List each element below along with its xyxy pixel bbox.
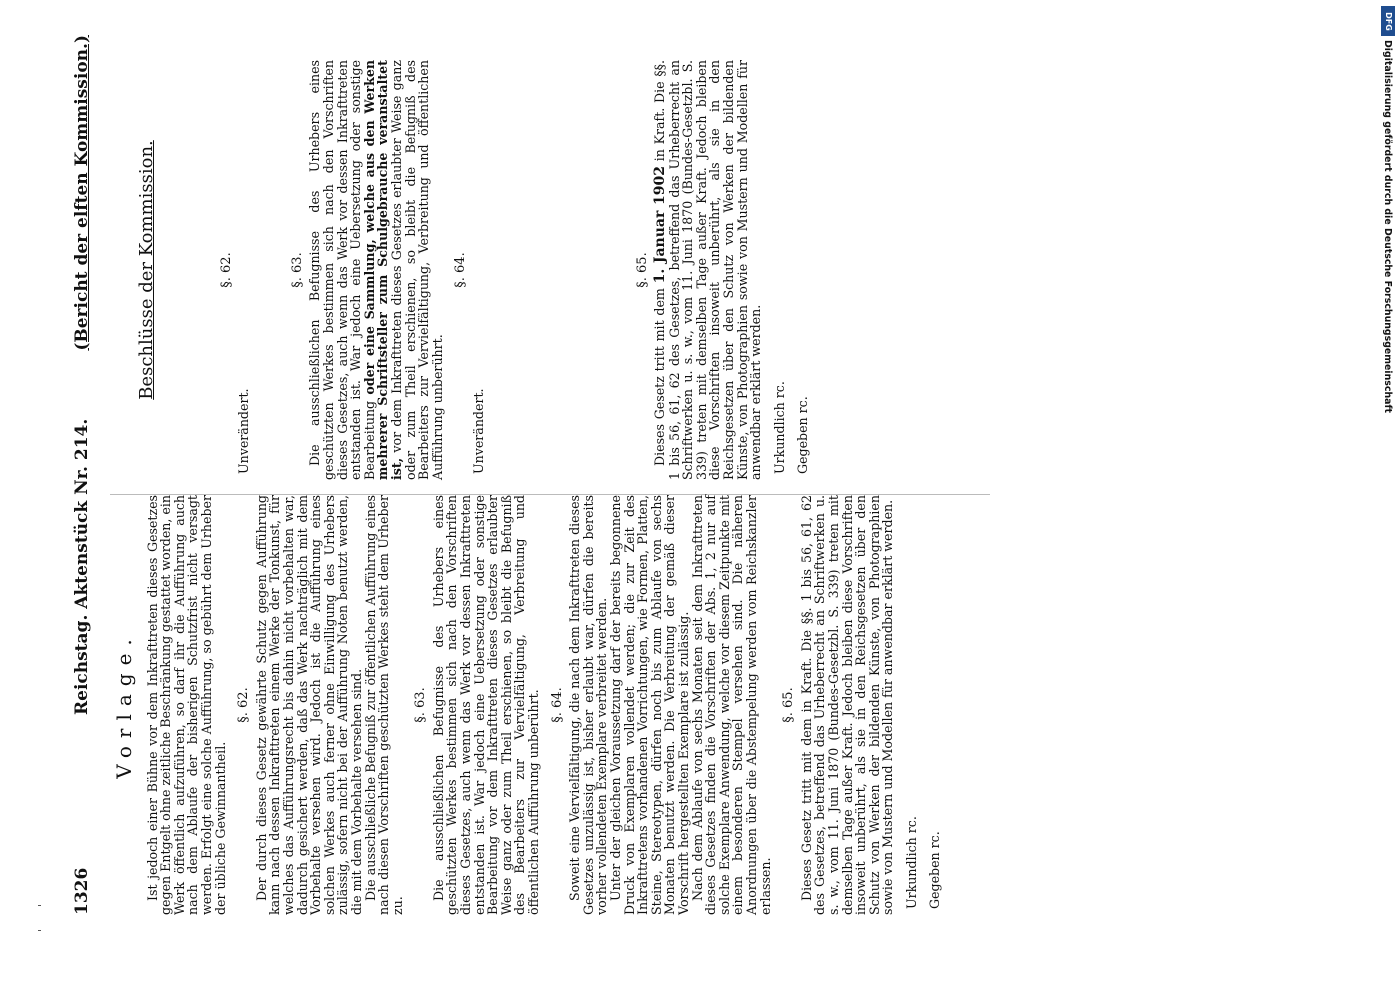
- section-64-para-1: Soweit eine Vervielfältigung, die nach dem Inkrafttreten dieses Gesetzes unzulässig ist, bisher erlaubt war, dürfen die bereits vorher vollendeten Exemplare verbreitet werden.: [567, 495, 610, 915]
- signature-line-2: Gegeben rc.: [927, 831, 943, 909]
- section-63-para-1: [308, 60, 444, 480]
- section-65-para-1: Dieses Gesetz tritt mit dem in Kraft. Die §§. 1 bis 56, 61, 62 des Gesetzes, betreffend das Urheberrecht an Schriftwerken u. s. w., vom 11. Juni 1870 (Bundes-Gesetzbl. S. 339) treten mit demselben Tage außer Kraft. Jedoch bleiben diese Vorschriften insoweit unberührt, als sie in den Reichsgesetzen über den Schutz von Werken der bildenden Künste, von Photographien sowie von Mustern und Modellen für anwendbar erklärt werden.: [798, 495, 896, 915]
- section-64-heading: §. 64.: [453, 252, 469, 288]
- section-63-amendment: oder eine Sammlung, welche aus den Werken mehrerer Schriftsteller zum Schulgebrauche veranstaltet ist,: [361, 60, 404, 480]
- document-title: Reichstag. Aktenstück Nr. 214.: [72, 418, 92, 715]
- section-64-heading: §. 64.: [549, 687, 565, 723]
- section-63-para-1: Die ausschließlichen Befugnisse des Urhebers eines geschützten Werkes bestimmen sich nach den Vorschriften dieses Gesetzes, auch wenn das Werk vor dessen Inkrafttreten entstanden ist. War jedoch eine Uebersetzung oder sonstige Bearbeitung vor dem Inkrafttreten dieses Gesetzes erlaubter Weise ganz oder zum Theil erschienen, so bleibt die Befugniß des Bearbeiters zur Vervielfältigung, Verbreitung und öffentlichen Aufführung unberührt.: [430, 495, 542, 915]
- report-title: (Bericht der elften Kommission.): [72, 35, 92, 351]
- column-vorlage: [110, 495, 942, 915]
- page-number: 1326: [72, 867, 92, 915]
- column-beschluesse: [110, 60, 810, 480]
- section-65-date: 1. Januar 1902: [652, 166, 669, 284]
- section-64-para-2: Unter der gleichen Voraussetzung darf der bereits begonnene Druck von Exemplaren vollendet werden; die zur Zeit des Inkrafttretens vorhandenen Vorrichtungen, wie Formen, Platten, Steine, Stereotypen, dürfen noch bis zum Ablaufe von sechs Monaten benutzt werden. Die Verbreitung der gemäß dieser Vorschrift hergestellten Exemplare ist zulässig.: [608, 495, 691, 915]
- column-title-right: Beschlüsse der Kommission.: [136, 140, 157, 400]
- intro-paragraph: Ist jedoch einer Bühne vor dem Inkrafttreten dieses Gesetzes gegen Entgelt ohne zeitliche Beschränkung gestattet worden, ein Werk öffentlich aufzuführen, so darf ihr die Aufführung auch nach dem Ablaufe der bisherigen Schutzfrist nicht versagt werden. Erfolgt eine solche Aufführung, so gebührt dem Urheber der übliche Gewinnantheil.: [144, 495, 228, 915]
- section-63-text-c: vor dem Inkrafttreten dieses Gesetzes erlaubter Weise ganz oder zum Theil erschienen, so bleibt die Befugniß des Bearbeiters zur Vervielfältigung, Verbreitung und öffentlichen Aufführung unberührt.: [388, 60, 445, 480]
- page-header: [72, 35, 98, 915]
- digitisation-strip: [1379, 0, 1397, 1000]
- section-62-para-1: Der durch dieses Gesetz gewährte Schutz gegen Aufführung kann nach dessen Inkrafttreten einem Werke der Tonkunst, für welches das Aufführungsrecht bis dahin nicht vorbehalten war, dadurch gesichert werden, daß das Werk nachträglich mit dem Vorbehalte versehen wird. Jedoch ist die Aufführung eines solchen Werkes auch ferner ohne Einwilligung des Urhebers zulässig, sofern nicht bei der Aufführung Noten benutzt werden, die mit dem Vorbehalte versehen sind.: [253, 495, 364, 915]
- digitisation-credit: Digitalisierung gefördert durch die Deutsche Forschungsgemeinschaft: [1382, 40, 1393, 414]
- dfg-logo: DFG: [1381, 6, 1395, 36]
- section-62-para-2: Die ausschließliche Befugniß zur öffentlichen Aufführung eines nach diesen Vorschriften geschützten Werkes steht dem Urheber zu.: [362, 495, 405, 915]
- signature-line-1: Urkundlich rc.: [771, 381, 787, 474]
- section-65-text-a: Dieses Gesetz tritt mit dem: [652, 288, 668, 466]
- section-63-text-a: Die ausschließlichen Befugnisse des Urhebers eines geschützten Werkes bestimmen sich nach den Vorschriften dieses Gesetzes, auch wenn das Werk vor dessen Inkrafttreten entstanden ist. War jedoch eine Uebersetzung oder sonstige Bearbeitung: [307, 60, 377, 480]
- section-65-text-c: in Kraft. Die §§. 1 bis 56, 61, 62 des Gesetzes, betreffend das Urheberrecht an Schriftwerken u. s. w., vom 11. Juni 1870 (Bundes-Gesetzbl. S. 339) treten mit demselben Tage außer Kraft. Jedoch bleiben diese Vorschriften insoweit unberührt, als sie in den Reichsgesetzen über den Schutz von Werken der bildenden Künste, von Photographien sowie von Mustern und Modellen für anwendbar erklärt werden.: [652, 60, 764, 480]
- section-63-heading: §. 63.: [413, 687, 429, 723]
- signature-line-2: Gegeben rc.: [795, 396, 811, 474]
- section-63-heading: §. 63.: [289, 252, 305, 288]
- section-62-heading: §. 62.: [236, 687, 252, 723]
- section-62-unchanged: Unverändert.: [236, 388, 252, 474]
- section-62-heading: §. 62.: [218, 252, 234, 288]
- section-64-para-3: Nach dem Ablaufe von sechs Monaten seit dem Inkrafttreten dieses Gesetzes finden die Vorschriften der Abs. 1, 2 nur auf solche Exemplare Anwendung, welche vor diesem Zeitpunkte mit einem besonderen Stempel versehen sind. Die näheren Anordnungen über die Abstempelung werden vom Reichskanzler erlassen.: [689, 495, 773, 915]
- section-65-heading: §. 65.: [634, 252, 650, 288]
- section-65-heading: §. 65.: [781, 687, 797, 723]
- signature-line-1: Urkundlich rc.: [903, 816, 919, 909]
- column-title-left: Vorlage.: [112, 631, 136, 779]
- section-64-unchanged: Unverändert.: [470, 388, 486, 474]
- section-65-para-1: [653, 60, 763, 480]
